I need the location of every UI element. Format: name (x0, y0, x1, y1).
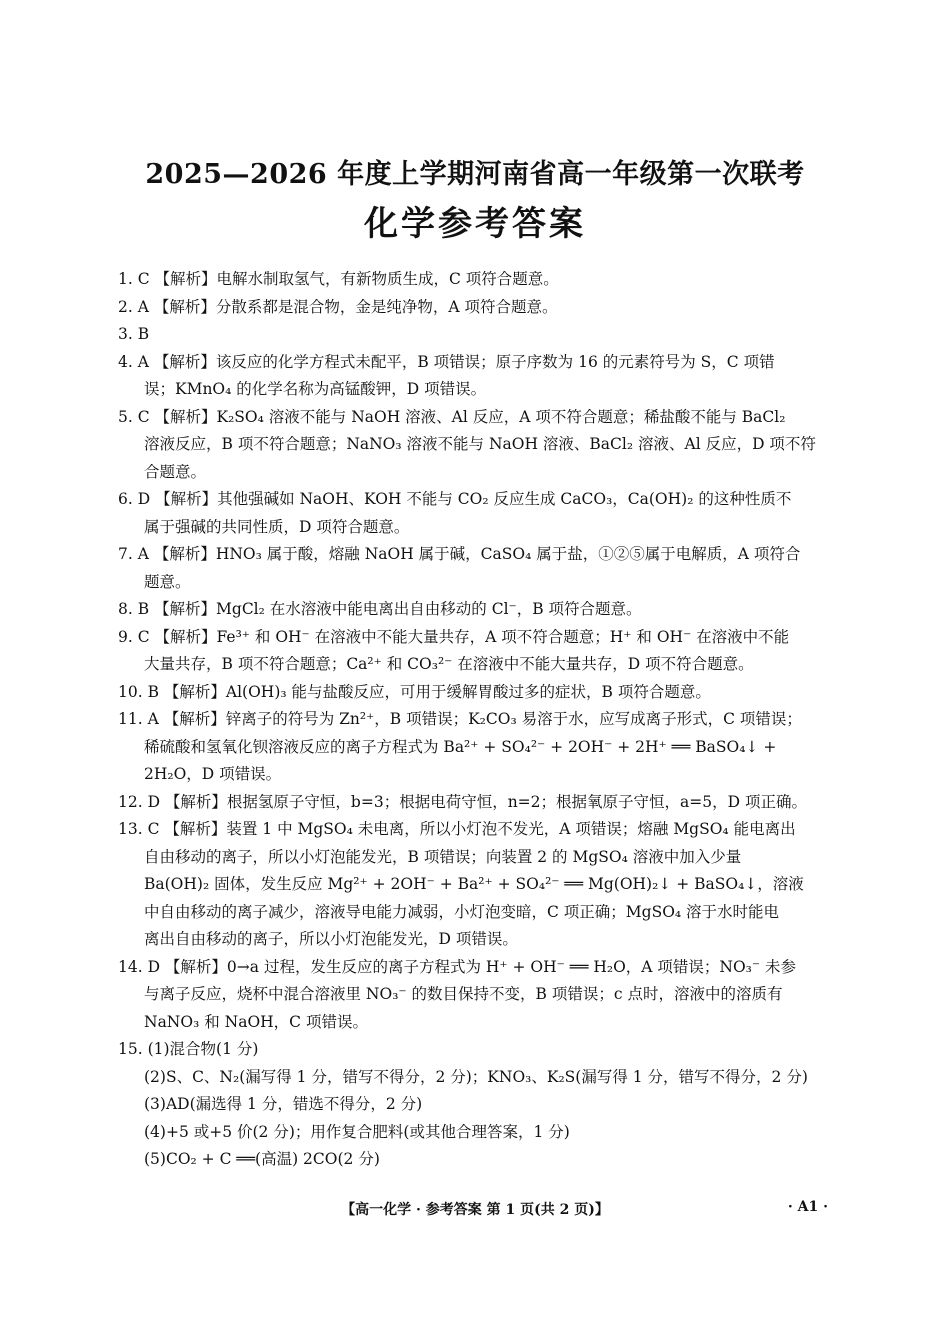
answer-line: 溶液反应，B 项不符合题意；NaNO₃ 溶液不能与 NaOH 溶液、BaCl₂ 溶液、Al 反应，D 项不符 (144, 435, 816, 453)
exam-title: 2025—2026 年度上学期河南省高一年级第一次联考 (145, 159, 805, 190)
answer-line: 4. A 【解析】该反应的化学方程式未配平，B 项错误；原子序数为 16 的元素符号为 S，C 项错 (118, 352, 775, 371)
answer-line: 与离子反应，烧杯中混合溶液里 NO₃⁻ 的数目保持不变，B 项错误；c 点时，溶液中的溶质有 (144, 985, 783, 1003)
answer-line: 6. D 【解析】其他强碱如 NaOH、KOH 不能与 CO₂ 反应生成 CaCO₃，Ca(OH)₂ 的这种性质不 (118, 490, 792, 508)
answer-line: Ba(OH)₂ 固体，发生反应 Mg²⁺ + 2OH⁻ + Ba²⁺ + SO₄²⁻ ══ Mg(OH)₂↓ + BaSO₄↓，溶液 (144, 875, 804, 893)
page-code: · A1 · (787, 1199, 828, 1215)
answer-line: 自由移动的离子，所以小灯泡能发光，B 项错误；向装置 2 的 MgSO₄ 溶液中加入少量 (144, 847, 742, 866)
answer-line: 中自由移动的离子减少，溶液导电能力减弱，小灯泡变暗，C 项正确；MgSO₄ 溶于水时能电 (144, 902, 780, 921)
answer-line: 10. B 【解析】Al(OH)₃ 能与盐酸反应，可用于缓解胃酸过多的症状，B 项符合题意。 (118, 682, 711, 701)
answer-line: 12. D 【解析】根据氢原子守恒，b=3；根据电荷守恒，n=2；根据氧原子守恒，a=5，D 项正确。 (118, 792, 807, 811)
answer-line: 8. B 【解析】MgCl₂ 在水溶液中能电离出自由移动的 Cl⁻，B 项符合题意。 (118, 600, 642, 618)
answer-line: 3. B (118, 325, 150, 343)
answer-line: 9. C 【解析】Fe³⁺ 和 OH⁻ 在溶液中不能大量共存，A 项不符合题意；H⁺ 和 OH⁻ 在溶液中不能 (118, 627, 790, 646)
answer-line: 题意。 (144, 572, 191, 591)
answer-line: 属于强碱的共同性质，D 项符合题意。 (144, 517, 410, 536)
answer-line: 11. A 【解析】锌离子的符号为 Zn²⁺，B 项错误；K₂CO₃ 易溶于水，应写成离子形式，C 项错误； (118, 710, 802, 728)
answer-line: 1. C 【解析】电解水制取氢气，有新物质生成，C 项符合题意。 (118, 270, 559, 288)
answer-line: 5. C 【解析】K₂SO₄ 溶液不能与 NaOH 溶液、Al 反应，A 项不符合题意；稀盐酸不能与 BaCl₂ (118, 407, 786, 426)
answer-line: 误；KMnO₄ 的化学名称为高锰酸钾，D 项错误。 (144, 380, 487, 398)
answer-line: NaNO₃ 和 NaOH，C 项错误。 (144, 1012, 368, 1031)
answer-line: 14. D 【解析】0→a 过程，发生反应的离子方程式为 H⁺ + OH⁻ ══ H₂O，A 项错误；NO₃⁻ 未参 (118, 957, 796, 976)
answer-line: 7. A 【解析】HNO₃ 属于酸，熔融 NaOH 属于碱，CaSO₄ 属于盐，①②⑤属于电解质，A 项符合 (118, 545, 801, 563)
answer-line: (3)AD(漏选得 1 分，错选不得分，2 分) (144, 1095, 423, 1113)
answer-line: (2)S、C、N₂(漏写得 1 分，错写不得分，2 分)；KNO₃、K₂S(漏写得 1 分，错写不得分，2 分) (144, 1067, 808, 1086)
answer-key-title: 化学参考答案 (364, 204, 586, 244)
answer-line: 2H₂O，D 项错误。 (144, 765, 282, 783)
page-footer: 【高一化学 · 参考答案 第 1 页(共 2 页)】 (341, 1202, 609, 1218)
answer-line: 2. A 【解析】分散系都是混合物，金是纯净物，A 项符合题意。 (118, 297, 558, 316)
answer-line: 离出自由移动的离子，所以小灯泡能发光，D 项错误。 (144, 930, 518, 948)
answer-line: 稀硫酸和氢氧化钡溶液反应的离子方程式为 Ba²⁺ + SO₄²⁻ + 2OH⁻ + 2H⁺ ══ BaSO₄↓ + (144, 737, 777, 756)
answer-line: 合题意。 (144, 462, 207, 481)
answer-line: 大量共存，B 项不符合题意；Ca²⁺ 和 CO₃²⁻ 在溶液中不能大量共存，D 项不符合题意。 (144, 655, 754, 673)
answer-line: 13. C 【解析】装置 1 中 MgSO₄ 未电离，所以小灯泡不发光，A 项错误；熔融 MgSO₄ 能电离出 (118, 820, 796, 838)
answer-line: (5)CO₂ + C ══(高温) 2CO(2 分) (144, 1150, 380, 1168)
answer-line: 15. (1)混合物(1 分) (118, 1040, 259, 1058)
answer-line: (4)+5 或+5 价(2 分)；用作复合肥料(或其他合理答案，1 分) (144, 1122, 570, 1141)
answer-body (118, 266, 830, 1174)
